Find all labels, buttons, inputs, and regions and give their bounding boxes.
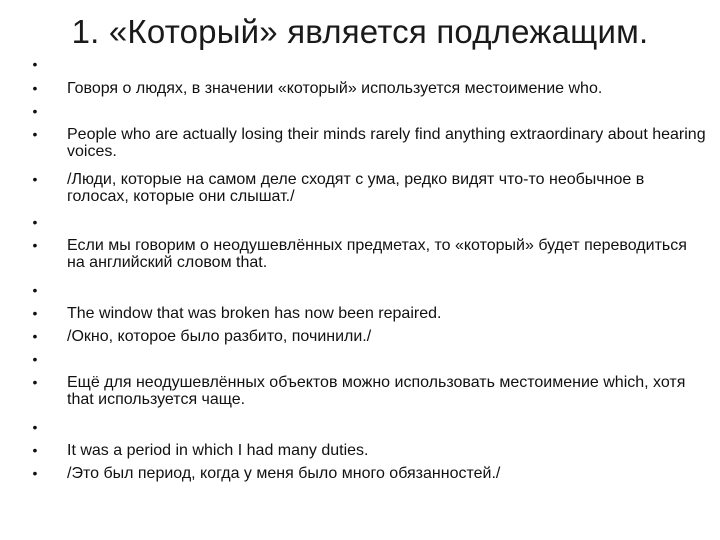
bullet-marker: •	[32, 103, 38, 119]
list-item: /Окно, которое было разбито, починили./	[67, 328, 372, 345]
bullet-marker: •	[32, 282, 38, 298]
bullet-marker: •	[32, 56, 38, 72]
bullet-marker: •	[32, 328, 38, 344]
list-item: Если мы говорим о неодушевлённых предметах, то «который» будет переводиться на английский словом that.	[67, 237, 687, 271]
list-item: /Люди, которые на самом деле сходят с ума, редко видят что-то необычное в голосах, которые они слышат./	[67, 171, 645, 205]
bullet-marker: •	[32, 465, 38, 481]
bullet-marker: •	[32, 237, 38, 253]
bullet-marker: •	[32, 214, 38, 230]
bullet-marker: •	[32, 171, 38, 187]
bullet-marker: •	[32, 126, 38, 142]
list-item: /Это был период, когда у меня было много обязанностей./	[67, 465, 501, 482]
bullet-marker: •	[32, 419, 38, 435]
list-item: It was a period in which I had many duties.	[67, 442, 369, 459]
slide-title: 1. «Который» является подлежащим.	[71, 13, 649, 50]
list-item: Говоря о людях, в значении «который» используется местоимение who.	[67, 80, 603, 97]
list-item: Ещё для неодушевлённых объектов можно использовать местоимение which, хотя that используется чаще.	[67, 374, 686, 408]
list-item: The window that was broken has now been repaired.	[67, 305, 442, 322]
bullet-marker: •	[32, 305, 38, 321]
bullet-marker: •	[32, 351, 38, 367]
bullet-marker: •	[32, 80, 38, 96]
bullet-marker: •	[32, 442, 38, 458]
list-item: People who are actually losing their minds rarely find anything extraordinary about hearing voices.	[67, 126, 706, 160]
bullet-marker: •	[32, 374, 38, 390]
